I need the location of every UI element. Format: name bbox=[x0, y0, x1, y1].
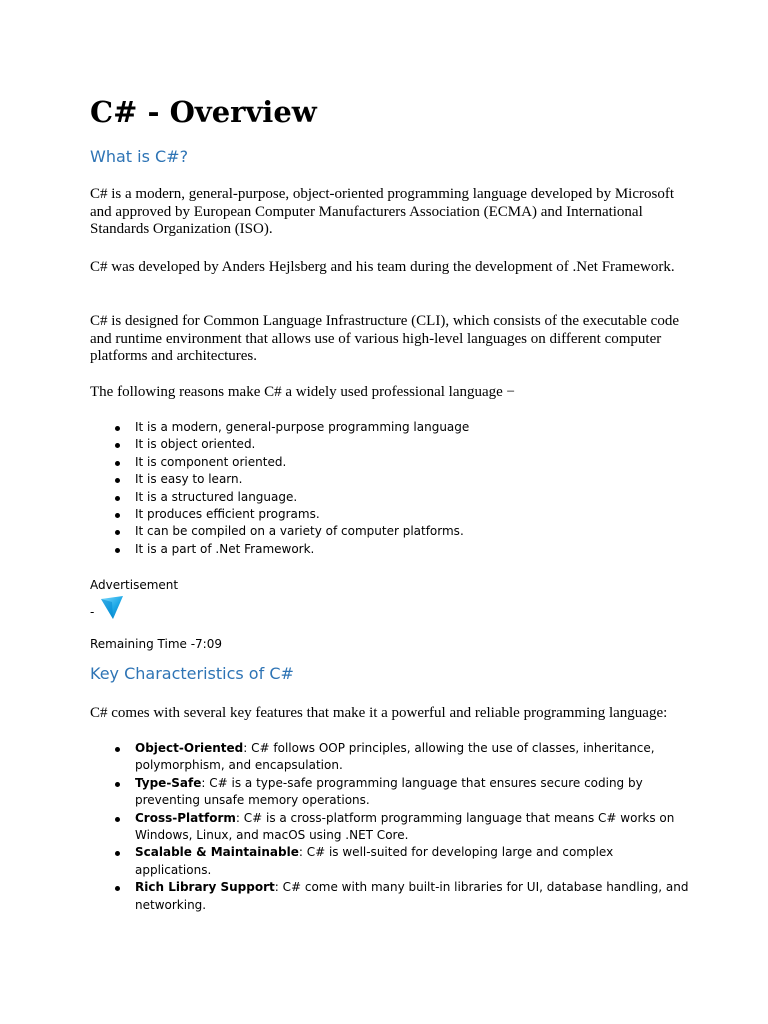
bullet-icon bbox=[115, 443, 120, 448]
feature-term: Type-Safe bbox=[135, 775, 202, 790]
page-title: C# - Overview bbox=[90, 95, 317, 129]
feature-term: Cross-Platform bbox=[135, 810, 236, 825]
list-item-text: It is easy to learn. bbox=[135, 472, 243, 487]
features-list bbox=[90, 740, 690, 914]
bullet-icon bbox=[115, 496, 120, 501]
bullet-icon bbox=[115, 513, 120, 518]
feature-description: : C# follows OOP principles, allowing the use of classes, inheritance, polymorphism, and encapsulation. bbox=[135, 741, 655, 773]
list-item-text: It is a structured language. bbox=[135, 489, 298, 504]
paragraph-cli: C# is designed for Common Language Infrastructure (CLI), which consists of the executable code and runtime environment that allows use of various high-level languages on different computer platforms and architectures. bbox=[90, 313, 679, 365]
list-item-text: It is a modern, general-purpose programming language bbox=[135, 420, 470, 434]
feature-term: Object-Oriented bbox=[135, 741, 244, 755]
list-item bbox=[90, 489, 690, 506]
list-item bbox=[90, 541, 690, 558]
list-item bbox=[90, 844, 690, 879]
feature-term: Scalable & Maintainable bbox=[135, 845, 299, 860]
advertisement-dash: - bbox=[90, 605, 95, 619]
paragraph-intro: C# is a modern, general-purpose, object-oriented programming language developed by Microsoft and approved by European Computer Manufacturers Association (ECMA) and International Standards Organization (ISO). bbox=[90, 186, 674, 238]
list-item bbox=[90, 523, 690, 540]
feature-description: : C# is a cross-platform programming language that means C# works on Windows, Linux, and macOS using .NET Core. bbox=[135, 810, 675, 843]
bullet-icon bbox=[115, 747, 120, 752]
bullet-icon bbox=[115, 548, 120, 553]
bullet-icon bbox=[115, 478, 120, 483]
bullet-icon bbox=[115, 782, 120, 787]
section-heading-what-is: What is C#? bbox=[90, 147, 189, 166]
paragraph-reasons-intro: The following reasons make C# a widely used professional language − bbox=[90, 384, 516, 400]
list-item-text: It is object oriented. bbox=[135, 437, 256, 452]
list-item bbox=[90, 810, 690, 845]
feature-description: : C# is well-suited for developing large and complex applications. bbox=[135, 845, 614, 877]
bullet-icon bbox=[115, 817, 120, 822]
bullet-icon bbox=[115, 851, 120, 856]
list-item bbox=[90, 471, 690, 488]
bullet-icon bbox=[115, 426, 120, 431]
section-heading-key-characteristics: Key Characteristics of C# bbox=[90, 664, 294, 683]
list-item bbox=[90, 454, 690, 471]
list-item bbox=[90, 879, 690, 914]
list-item bbox=[90, 419, 690, 436]
advertisement-player[interactable] bbox=[90, 594, 130, 624]
bullet-icon bbox=[115, 886, 120, 891]
list-item-text: It can be compiled on a variety of computer platforms. bbox=[135, 524, 464, 539]
feature-description: : C# come with many built-in libraries for UI, database handling, and networking. bbox=[135, 880, 689, 912]
list-item bbox=[90, 775, 690, 810]
list-item bbox=[90, 506, 690, 523]
list-item-text: It is a part of .Net Framework. bbox=[135, 541, 315, 556]
bullet-icon bbox=[115, 530, 120, 535]
list-item bbox=[90, 740, 690, 775]
list-item bbox=[90, 436, 690, 453]
advertisement-label: Advertisement bbox=[90, 578, 179, 592]
reasons-list bbox=[90, 419, 690, 558]
list-item-text: It is component oriented. bbox=[135, 454, 287, 469]
remaining-time: Remaining Time -7:09 bbox=[90, 637, 222, 651]
bullet-icon bbox=[115, 461, 120, 466]
list-item-text: It produces efficient programs. bbox=[135, 507, 320, 522]
paragraph-history: C# was developed by Anders Hejlsberg and his team during the development of .Net Framework. bbox=[90, 259, 675, 275]
triangle-play-logo-icon[interactable] bbox=[98, 594, 126, 622]
paragraph-features-intro: C# comes with several key features that make it a powerful and reliable programming language: bbox=[90, 705, 668, 721]
feature-description: : C# is a type-safe programming language that ensures secure coding by preventing unsafe memory operations. bbox=[135, 775, 643, 808]
feature-term: Rich Library Support bbox=[135, 880, 275, 895]
